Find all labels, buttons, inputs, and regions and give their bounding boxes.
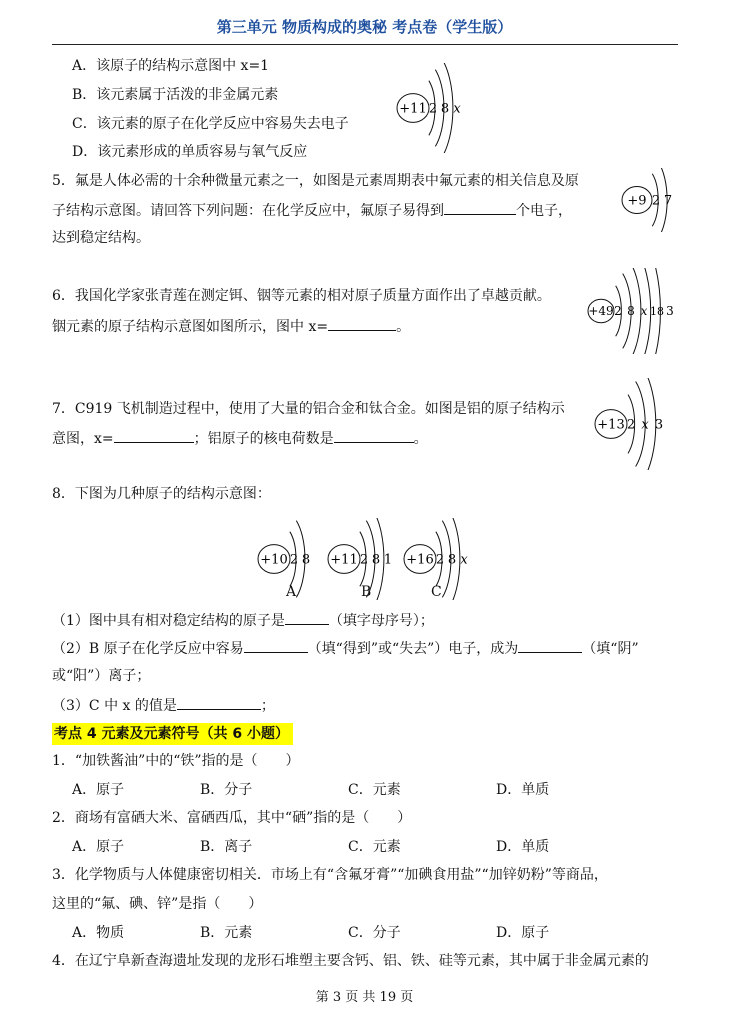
electron-shell-arc [442,63,453,153]
s1-option-b: B．分子 [200,782,253,798]
header-rule [52,44,678,45]
shell-electron-count: 8 [371,552,381,568]
s1-option-d: D．单质 [496,782,550,798]
shell-electron-count: 2 [626,417,636,433]
shell-electron-count: 2 [428,101,438,117]
nucleus-charge: +9 [627,193,647,209]
shell-electron-count: 7 [663,193,673,209]
q8-sub3: （3）C 中 x 的值是 ； [52,695,275,715]
q7-answer-blank-x[interactable] [114,428,194,443]
shell-electron-count: 18 [650,305,664,319]
q8-sub2-cont: 或“阳”）离子； [52,668,151,684]
q8-sub2-blank2[interactable] [518,638,582,653]
q5-line1: 5．氟是人体必需的十余种微量元素之一，如图是元素周期表中氟元素的相关信息及原 [52,173,579,189]
shell-electron-count: 2 [614,304,622,319]
q7-line2: 意图，x= ；铝原子的核电荷数是 。 [52,428,428,448]
q4-option-b: B．该元素属于活泼的非金属元素 [72,87,279,103]
q7-line1: 7．C919 飞机制造过程中，使用了大量的铝合金和钛合金。如图是铝的原子结构示 [52,401,565,417]
q6-line2: 铟元素的原子结构示意图如图所示，图中 x= 。 [52,316,410,336]
page-header-title: 第三单元 物质构成的奥秘 考点卷（学生版） [216,18,513,36]
section-heading: 考点 4 元素及元素符号（共 6 小题） [52,723,293,745]
shell-electron-count: 2 [651,193,661,209]
s2-option-a: A．原子 [72,839,125,855]
q5-answer-blank[interactable] [444,200,516,215]
s2-option-d: D．单质 [496,839,550,855]
s2-option-c: C．元素 [348,839,401,855]
shell-electron-count: 1 [383,552,393,568]
shell-electron-count: 2 [289,552,299,568]
shell-electron-count: 8 [447,552,457,568]
shell-electron-count: x [453,101,461,117]
q8-sub2: （2）B 原子在化学反应中容易 （填“得到”或“失去”）电子，成为 （填“阴” [52,638,639,658]
page-footer: 第 3 页 共 19 页 [315,990,414,1005]
atom-c-label: C [431,584,442,600]
s3-option-c: C．分子 [348,925,401,941]
q6-atom-diagram [586,268,684,354]
q7-answer-blank-charge[interactable] [334,428,414,443]
nucleus-charge: +13 [597,417,625,433]
nucleus-charge: +16 [406,552,434,568]
shell-electron-count: 8 [301,552,311,568]
s3-option-a: A．物质 [72,925,125,941]
atom-a-label: A [286,584,297,600]
s4-line1: 4．在辽宁阜新查海遗址发现的龙形石堆塑主要含钙、铝、铁、硅等元素，其中属于非金属元素的 [52,953,649,969]
shell-electron-count: x [640,304,648,319]
electron-shell-arc [630,268,641,354]
q8-stem: 8．下图为几种原子的结构示意图： [52,486,271,502]
q8-sub1-blank[interactable] [285,610,329,625]
s3-option-b: B．元素 [200,925,253,941]
q6-line1: 6．我国化学家张青莲在测定铒、铟等元素的相对原子质量方面作出了卓越贡献。 [52,288,551,304]
q8-sub3-blank[interactable] [177,695,261,710]
s3-line2: 这里的“氟、碘、锌”是指（ ） [52,896,263,912]
shell-electron-count: 8 [627,304,635,319]
s1-option-a: A．原子 [72,782,125,798]
shell-electron-count: 8 [440,101,450,117]
s2-option-b: B．离子 [200,839,253,855]
q7-atom-diagram [593,378,685,470]
nucleus-charge: +10 [260,552,288,568]
q4-option-c: C．该元素的原子在化学反应中容易失去电子 [72,116,349,132]
q4-atom-diagram [395,63,475,153]
nucleus-charge: +11 [399,101,427,117]
s3-line1: 3．化学物质与人体健康密切相关．市场上有“含氟牙膏”“加碘食用盐”“加锌奶粉”等商品， [52,867,608,883]
s1-option-c: C．元素 [348,782,401,798]
shell-electron-count: x [641,417,649,433]
atom-b-label: B [361,584,372,600]
q8-sub2-blank1[interactable] [244,638,308,653]
s2-question: 2．商场有富硒大米、富硒西瓜，其中“硒”指的是（ ） [52,810,412,826]
q8-sub1: （1）图中具有相对稳定结构的原子是 （填字母序号）； [52,610,434,630]
q5-line2: 子结构示意图。请回答下列问题：在化学反应中，氟原子易得到 个电子， [52,200,572,220]
q4-option-d: D．该元素形成的单质容易与氧气反应 [72,144,308,160]
q8-atom-c [402,518,482,600]
s3-option-d: D．原子 [496,925,550,941]
q6-answer-blank[interactable] [328,316,396,331]
q5-atom-diagram [620,168,688,232]
nucleus-charge: +49 [588,304,614,319]
q5-line3: 达到稳定结构。 [52,230,150,246]
q4-option-a: A．该原子的结构示意图中 x=1 [72,58,270,74]
s1-question: 1．“加铁酱油”中的“铁”指的是（ ） [52,753,300,769]
shell-electron-count: 3 [654,417,664,433]
shell-electron-count: 2 [435,552,445,568]
shell-electron-count: 2 [359,552,369,568]
nucleus-charge: +11 [330,552,358,568]
shell-electron-count: x [460,552,468,568]
shell-electron-count: 3 [666,304,674,319]
